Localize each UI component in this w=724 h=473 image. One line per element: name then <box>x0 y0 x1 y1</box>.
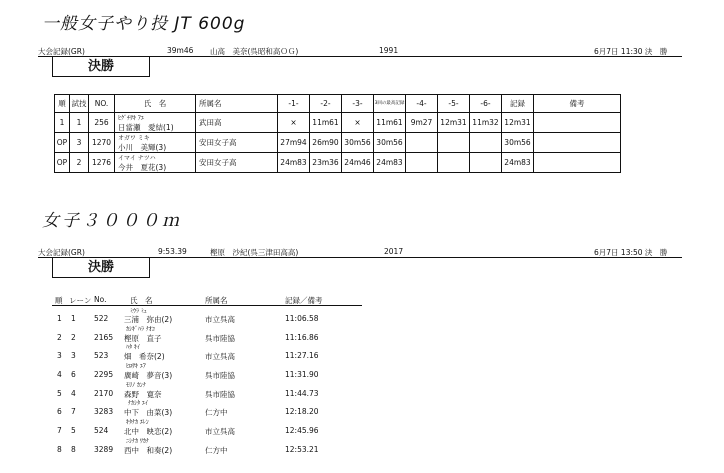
row-name: 北中 映恋(2) <box>124 427 173 436</box>
row-lane: 5 <box>71 426 76 435</box>
header-affiliation: 所属名 <box>196 95 278 113</box>
row-attempt1: × <box>278 113 310 133</box>
row-trial: 3 <box>70 133 89 153</box>
row-name: 畑 希奈(2) <box>124 352 165 361</box>
row-lane: 2 <box>71 333 76 342</box>
row-note <box>534 133 621 153</box>
row-kana: オガワ ミキ <box>118 134 150 142</box>
event1-record-mark: 39m46 <box>167 46 194 55</box>
table-row <box>55 133 621 153</box>
row-kana: イマイ ナツハ <box>118 154 156 162</box>
row-attempt1: 27m94 <box>278 133 310 153</box>
header-attempt2: -2- <box>310 95 342 113</box>
row-attempt6 <box>470 153 502 173</box>
row-rank: 5 <box>57 389 62 398</box>
row-no: 3289 <box>94 445 114 454</box>
row-mark: 24m83 <box>502 153 534 173</box>
row-attempt6 <box>470 133 502 153</box>
row-lane: 1 <box>71 314 76 323</box>
row-attempt3: 24m46 <box>342 153 374 173</box>
row-lane: 7 <box>71 407 76 416</box>
event2-record-label: 大会記録(GR) <box>38 248 85 257</box>
row-kana: ﾅｶｼﾀ ﾕｲ <box>128 400 148 407</box>
row-affiliation: 呉市陸協 <box>205 371 235 380</box>
row-name: 三浦 弥由(2) <box>124 315 173 324</box>
row-no: 2170 <box>94 389 114 398</box>
event2-title: 女子３０００ｍ <box>42 211 182 231</box>
row-attempt2: 23m36 <box>310 153 342 173</box>
header-attempt3: -3- <box>342 95 374 113</box>
row-no: 3283 <box>94 407 114 416</box>
row-name-cell <box>115 153 196 173</box>
row-rank: 6 <box>57 407 62 416</box>
header-rank: 順 <box>55 95 70 113</box>
row-affiliation: 武田高 <box>196 113 278 133</box>
event1-record-holder: 山高 美奈(呉昭和高ＯＧ) <box>210 47 299 56</box>
row-note <box>534 153 621 173</box>
row-affiliation: 呉市陸協 <box>205 334 235 343</box>
row-attempt4 <box>406 133 438 153</box>
row-rank: 2 <box>57 333 62 342</box>
row-mark: 11:31.90 <box>285 370 319 379</box>
e2-header-mark: 記録／備考 <box>285 296 323 305</box>
e2-header-rule <box>52 305 362 306</box>
row-name: 小川 美輝(3) <box>118 142 167 152</box>
row-no: 2295 <box>94 370 114 379</box>
e2-header-name: 氏 名 <box>130 296 153 305</box>
row-affiliation: 安田女子高 <box>196 133 278 153</box>
row-attempt6: 11m32 <box>470 113 502 133</box>
row-rank: OP <box>55 153 70 173</box>
event1-results-table <box>54 94 621 173</box>
row-rank: OP <box>55 133 70 153</box>
row-attempt2: 11m61 <box>310 113 342 133</box>
row-name: 西中 和奏(2) <box>124 446 173 455</box>
row-rank: 4 <box>57 370 62 379</box>
header-best3: 3回の最高記録 <box>374 95 406 113</box>
row-name-cell <box>115 113 196 133</box>
row-no: 1270 <box>89 133 115 153</box>
row-rank: 1 <box>57 314 62 323</box>
row-rank: 3 <box>57 351 62 360</box>
e2-header-no: No. <box>94 295 107 304</box>
row-name: 森野 寛奈 <box>124 390 162 399</box>
header-attempt6: -6- <box>470 95 502 113</box>
row-attempt1: 24m83 <box>278 153 310 173</box>
row-kana: ｷﾀﾅｶ ｴﾚﾝ <box>126 419 149 426</box>
row-trial: 2 <box>70 153 89 173</box>
row-kana: ﾆｼﾅｶ ﾜｶﾅ <box>126 438 149 445</box>
row-affiliation: 呉市陸協 <box>205 390 235 399</box>
row-name: 今井 夏花(3) <box>118 162 167 172</box>
row-no: 1276 <box>89 153 115 173</box>
row-best3: 30m56 <box>374 133 406 153</box>
row-affiliation: 市立呉高 <box>205 352 235 361</box>
row-mark: 12:53.21 <box>285 445 319 454</box>
row-mark: 11:16.86 <box>285 333 319 342</box>
row-mark: 11:06.58 <box>285 314 319 323</box>
row-affiliation: 仁方中 <box>205 446 228 455</box>
event2-round-box <box>52 257 150 278</box>
row-mark: 12:18.20 <box>285 407 319 416</box>
row-name: 中下 由菜(3) <box>124 408 173 417</box>
row-attempt5: 12m31 <box>438 113 470 133</box>
row-no: 524 <box>94 426 109 435</box>
row-affiliation: 仁方中 <box>205 408 228 417</box>
event2-record-datetime: 6月7日 13:50 決 勝 <box>594 248 668 257</box>
row-lane: 8 <box>71 445 76 454</box>
table-row <box>55 153 621 173</box>
row-mark: 30m56 <box>502 133 534 153</box>
event2-record-holder: 樫原 沙紀(呉三津田高高) <box>210 248 299 257</box>
header-name: 氏 名 <box>115 95 196 113</box>
row-no: 256 <box>89 113 115 133</box>
row-name: 日當瀬 愛結(1) <box>118 122 174 132</box>
event2-record-mark: 9:53.39 <box>158 247 187 256</box>
row-kana: ﾐｳﾗ ﾐｭ <box>130 308 147 315</box>
event1-round-box <box>52 56 150 77</box>
row-mark: 12:45.96 <box>285 426 319 435</box>
event2-round-label: 決勝 <box>87 260 114 275</box>
row-no: 2165 <box>94 333 114 342</box>
event1-title: 一般女子やり投 JT 600g <box>42 14 246 34</box>
row-lane: 4 <box>71 389 76 398</box>
event1-record-label: 大会記録(GR) <box>38 47 85 56</box>
row-kana: ﾋｸﾞﾁｻｷ ｱﾕ <box>118 114 144 122</box>
row-best3: 11m61 <box>374 113 406 133</box>
e2-header-affiliation: 所属名 <box>205 296 228 305</box>
header-trial: 試技 <box>70 95 89 113</box>
e2-header-lane: レーン <box>69 296 92 305</box>
row-attempt5 <box>438 153 470 173</box>
row-no: 522 <box>94 314 109 323</box>
row-attempt4 <box>406 153 438 173</box>
row-lane: 6 <box>71 370 76 379</box>
row-kana: ﾓﾘﾉ ｶﾝﾅ <box>126 382 146 389</box>
row-kana: ｶｼｷﾞﾊﾗ ﾅｵｺ <box>126 326 155 333</box>
row-kana: ﾊﾀ ｷｲ <box>126 344 140 351</box>
row-affiliation: 市立呉高 <box>205 315 235 324</box>
e2-header-rank: 順 <box>55 296 63 305</box>
row-attempt3: 30m56 <box>342 133 374 153</box>
row-lane: 3 <box>71 351 76 360</box>
header-mark: 記録 <box>502 95 534 113</box>
header-attempt1: -1- <box>278 95 310 113</box>
header-note: 備考 <box>534 95 621 113</box>
row-rank: 7 <box>57 426 62 435</box>
header-attempt5: -5- <box>438 95 470 113</box>
row-attempt5 <box>438 133 470 153</box>
row-name: 樫原 直子 <box>124 334 162 343</box>
row-trial: 1 <box>70 113 89 133</box>
row-kana: ﾋﾛｻｷ ﾕｱ <box>126 363 146 370</box>
row-rank: 1 <box>55 113 70 133</box>
row-name-cell <box>115 133 196 153</box>
table-row <box>55 113 621 133</box>
header-no: NO. <box>89 95 115 113</box>
event1-header-row <box>55 95 621 113</box>
row-no: 523 <box>94 351 109 360</box>
event1-record-datetime: 6月7日 11:30 決 勝 <box>594 47 668 56</box>
header-attempt4: -4- <box>406 95 438 113</box>
row-attempt3: × <box>342 113 374 133</box>
row-mark: 11:44.73 <box>285 389 319 398</box>
row-attempt4: 9m27 <box>406 113 438 133</box>
row-rank: 8 <box>57 445 62 454</box>
row-best3: 24m83 <box>374 153 406 173</box>
event1-record-year: 1991 <box>379 46 399 55</box>
row-affiliation: 市立呉高 <box>205 427 235 436</box>
row-mark: 11:27.16 <box>285 351 319 360</box>
row-note <box>534 113 621 133</box>
row-affiliation: 安田女子高 <box>196 153 278 173</box>
event2-record-year: 2017 <box>384 247 404 256</box>
row-name: 廣崎 夢音(3) <box>124 371 173 380</box>
row-attempt2: 26m90 <box>310 133 342 153</box>
row-mark: 12m31 <box>502 113 534 133</box>
event1-round-label: 決勝 <box>87 59 114 74</box>
